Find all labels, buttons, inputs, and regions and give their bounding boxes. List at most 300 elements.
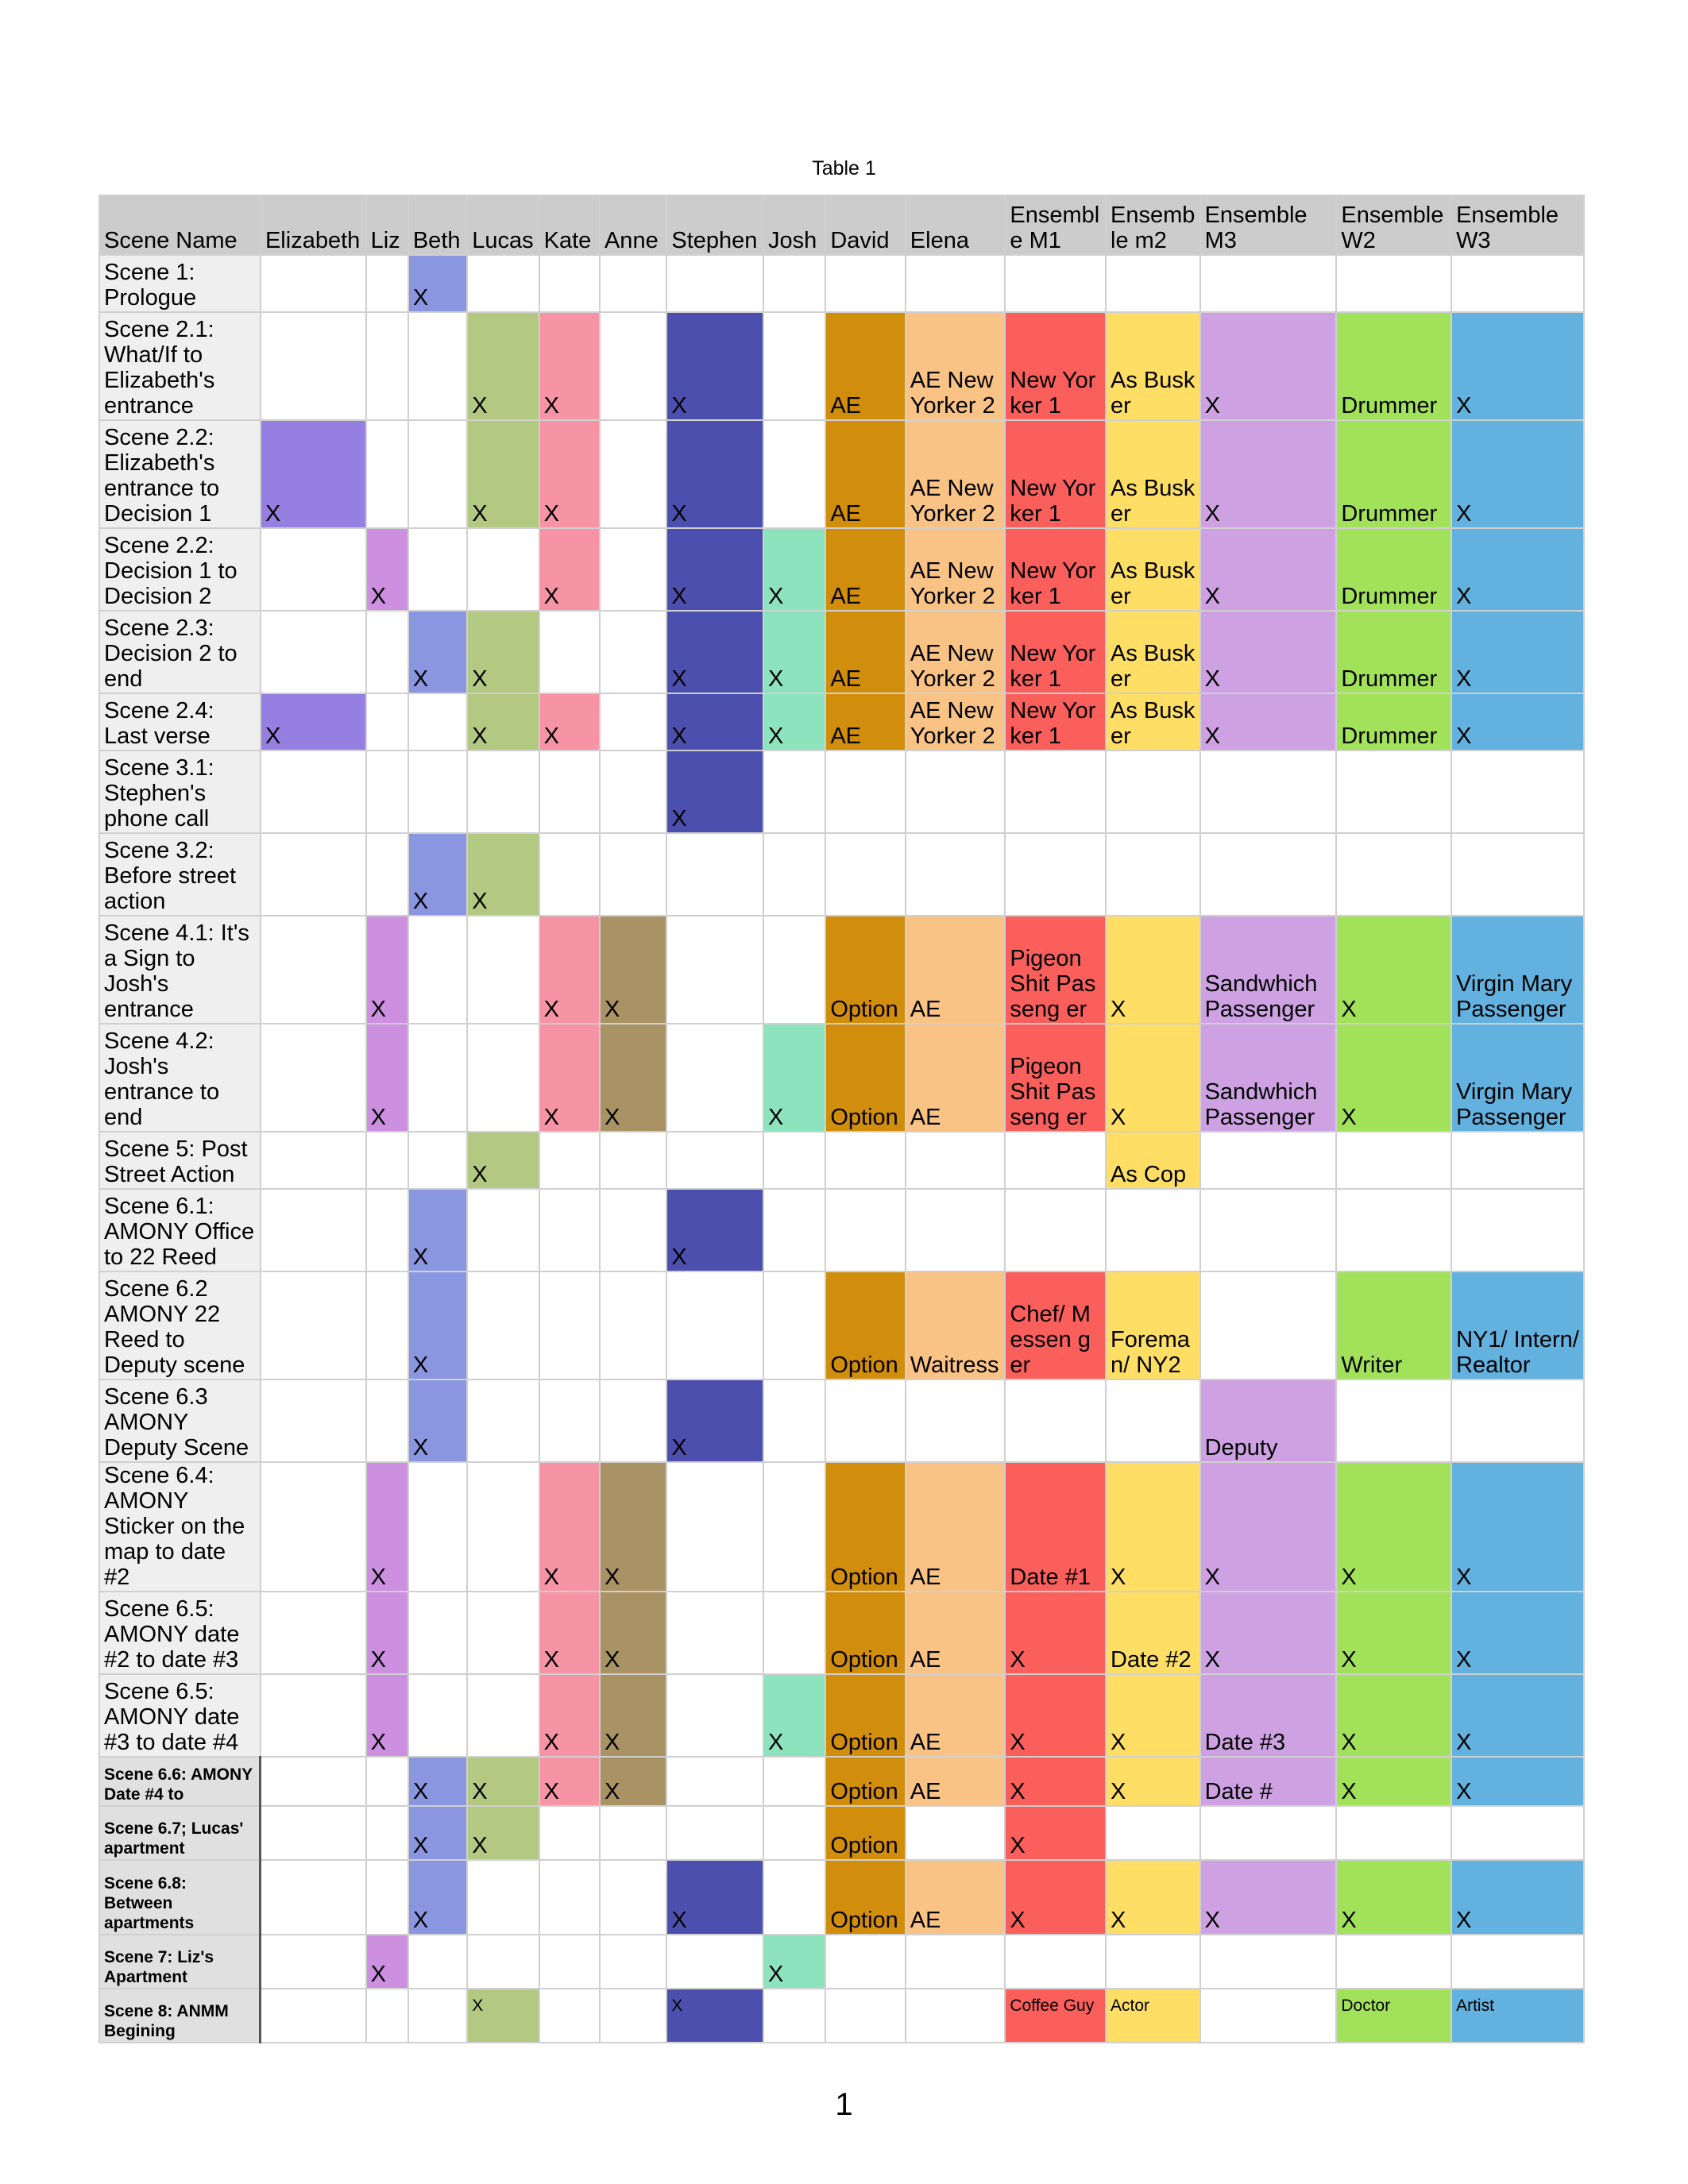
- role-cell: [763, 1379, 825, 1462]
- role-cell: [1106, 255, 1200, 312]
- role-cell: [1200, 833, 1337, 916]
- role-cell: [366, 1271, 408, 1379]
- role-cell: [261, 1592, 366, 1674]
- role-cell: [261, 1806, 366, 1860]
- role-cell: [1200, 255, 1337, 312]
- role-cell: Pigeon Shit Passeng er: [1005, 916, 1106, 1024]
- role-cell: [1200, 1989, 1337, 2043]
- role-cell: X: [1451, 420, 1584, 528]
- role-cell: X: [1106, 1860, 1200, 1935]
- role-cell: [467, 528, 539, 611]
- role-cell: X: [261, 420, 366, 528]
- role-cell: X: [1200, 611, 1337, 693]
- role-cell: [366, 833, 408, 916]
- role-cell: [539, 751, 600, 833]
- role-cell: New Yorker 1: [1005, 528, 1106, 611]
- role-cell: New Yorker 1: [1005, 420, 1106, 528]
- role-cell: Chef/ Messen ger: [1005, 1271, 1106, 1379]
- role-cell: X: [467, 1757, 539, 1806]
- role-cell: [906, 751, 1006, 833]
- role-cell: Option: [825, 916, 905, 1024]
- role-cell: [261, 528, 366, 611]
- role-cell: [366, 1757, 408, 1806]
- role-cell: [666, 916, 763, 1024]
- role-cell: X: [763, 1674, 825, 1757]
- role-cell: [467, 1379, 539, 1462]
- role-cell: X: [408, 1271, 467, 1379]
- role-cell: X: [467, 312, 539, 420]
- column-header: Elena: [906, 195, 1006, 255]
- role-cell: [600, 1989, 666, 2043]
- scene-name-cell: Scene 3.1: Stephen's phone call: [99, 751, 261, 833]
- role-cell: X: [666, 1989, 763, 2043]
- role-cell: X: [1106, 1674, 1200, 1757]
- role-cell: [1451, 833, 1584, 916]
- role-cell: [1005, 751, 1106, 833]
- role-cell: [539, 611, 600, 693]
- role-cell: X: [408, 833, 467, 916]
- scene-name-cell: Scene 4.1: It's a Sign to Josh's entrance: [99, 916, 261, 1024]
- role-cell: [763, 1806, 825, 1860]
- role-cell: [261, 1271, 366, 1379]
- table-row: [99, 1462, 1584, 1592]
- role-cell: [763, 833, 825, 916]
- role-cell: [261, 1935, 366, 1989]
- role-cell: [467, 916, 539, 1024]
- role-cell: X: [467, 1132, 539, 1189]
- role-cell: X: [1336, 916, 1451, 1024]
- role-cell: As Cop: [1106, 1132, 1200, 1189]
- role-cell: [467, 1024, 539, 1132]
- role-cell: X: [1451, 1860, 1584, 1935]
- role-cell: X: [539, 312, 600, 420]
- role-cell: [1336, 833, 1451, 916]
- role-cell: [763, 420, 825, 528]
- role-cell: Deputy: [1200, 1379, 1337, 1462]
- header-row: [99, 195, 1584, 255]
- role-cell: X: [539, 1462, 600, 1592]
- role-cell: [1336, 1806, 1451, 1860]
- role-cell: [600, 1189, 666, 1271]
- role-cell: [408, 1989, 467, 2043]
- table-row: [99, 1757, 1584, 1806]
- table-row: [99, 255, 1584, 312]
- column-header: Anne: [600, 195, 666, 255]
- scene-name-cell: Scene 6.5: AMONY date #3 to date #4: [99, 1674, 261, 1757]
- role-cell: X: [366, 528, 408, 611]
- table-row: [99, 1989, 1584, 2043]
- column-header: Lucas: [467, 195, 539, 255]
- role-cell: [539, 1379, 600, 1462]
- role-cell: Writer: [1336, 1271, 1451, 1379]
- role-cell: [825, 1935, 905, 1989]
- role-cell: AE: [825, 312, 905, 420]
- role-cell: AE: [906, 1860, 1006, 1935]
- role-cell: [539, 1189, 600, 1271]
- role-cell: X: [408, 611, 467, 693]
- role-cell: X: [1005, 1592, 1106, 1674]
- role-cell: [261, 1989, 366, 2043]
- role-cell: [467, 1462, 539, 1592]
- role-cell: [763, 255, 825, 312]
- role-cell: [666, 1271, 763, 1379]
- role-cell: [666, 255, 763, 312]
- role-cell: As Busker: [1106, 420, 1200, 528]
- role-cell: Drummer: [1336, 528, 1451, 611]
- role-cell: [825, 1189, 905, 1271]
- role-cell: X: [666, 528, 763, 611]
- role-cell: [261, 611, 366, 693]
- role-cell: AE: [825, 611, 905, 693]
- role-cell: [1106, 1806, 1200, 1860]
- role-cell: [1200, 751, 1337, 833]
- role-cell: X: [1451, 1462, 1584, 1592]
- scene-name-cell: Scene 2.2: Elizabeth's entrance to Decision 1: [99, 420, 261, 528]
- role-cell: Virgin Mary Passenger: [1451, 1024, 1584, 1132]
- role-cell: X: [666, 312, 763, 420]
- role-cell: X: [1451, 611, 1584, 693]
- role-cell: X: [408, 1379, 467, 1462]
- role-cell: AE: [906, 1024, 1006, 1132]
- role-cell: X: [666, 420, 763, 528]
- role-cell: X: [467, 833, 539, 916]
- scene-name-cell: Scene 6.8: Between apartments: [99, 1860, 261, 1935]
- table-row: [99, 1674, 1584, 1757]
- role-cell: As Busker: [1106, 693, 1200, 751]
- role-cell: AE New Yorker 2: [906, 528, 1006, 611]
- role-cell: [366, 1132, 408, 1189]
- scene-name-cell: Scene 6.3 AMONY Deputy Scene: [99, 1379, 261, 1462]
- role-cell: [366, 1379, 408, 1462]
- role-cell: X: [1451, 693, 1584, 751]
- role-cell: Actor: [1106, 1989, 1200, 2043]
- column-header: Ensemble M3: [1200, 195, 1337, 255]
- role-cell: [539, 833, 600, 916]
- role-cell: X: [1106, 1024, 1200, 1132]
- role-cell: [666, 1462, 763, 1592]
- role-cell: X: [1336, 1592, 1451, 1674]
- role-cell: [366, 255, 408, 312]
- scene-name-cell: Scene 6.7; Lucas' apartment: [99, 1806, 261, 1860]
- role-cell: As Busker: [1106, 312, 1200, 420]
- role-cell: [600, 255, 666, 312]
- table-row: [99, 1860, 1584, 1935]
- table-row: [99, 1132, 1584, 1189]
- role-cell: [600, 693, 666, 751]
- role-cell: Option: [825, 1674, 905, 1757]
- role-cell: X: [600, 1674, 666, 1757]
- role-cell: [1451, 1189, 1584, 1271]
- role-cell: [261, 1132, 366, 1189]
- role-cell: X: [1200, 420, 1337, 528]
- role-cell: [1005, 833, 1106, 916]
- role-cell: X: [666, 693, 763, 751]
- table-caption: Table 1: [812, 157, 876, 179]
- role-cell: [1005, 1189, 1106, 1271]
- role-cell: Date #: [1200, 1757, 1337, 1806]
- role-cell: [906, 1935, 1006, 1989]
- role-cell: [1451, 255, 1584, 312]
- role-cell: X: [763, 611, 825, 693]
- role-cell: [261, 312, 366, 420]
- role-cell: [600, 420, 666, 528]
- role-cell: X: [1106, 916, 1200, 1024]
- role-cell: [1451, 1935, 1584, 1989]
- role-cell: [1106, 1935, 1200, 1989]
- role-cell: [1106, 1379, 1200, 1462]
- table-row: [99, 528, 1584, 611]
- role-cell: [1005, 1379, 1106, 1462]
- role-cell: Date #3: [1200, 1674, 1337, 1757]
- table-row: [99, 312, 1584, 420]
- role-cell: Sandwhich Passenger: [1200, 1024, 1337, 1132]
- table-row: [99, 1379, 1584, 1462]
- role-cell: [539, 1132, 600, 1189]
- role-cell: AE New Yorker 2: [906, 312, 1006, 420]
- role-cell: [763, 1462, 825, 1592]
- role-cell: Pigeon Shit Passeng er: [1005, 1024, 1106, 1132]
- role-cell: [261, 1757, 366, 1806]
- scene-name-cell: Scene 4.2: Josh's entrance to end: [99, 1024, 261, 1132]
- role-cell: [600, 312, 666, 420]
- role-cell: [906, 1989, 1006, 2043]
- role-cell: [1200, 1189, 1337, 1271]
- scene-name-cell: Scene 2.3: Decision 2 to end: [99, 611, 261, 693]
- role-cell: AE: [906, 1757, 1006, 1806]
- role-cell: [366, 420, 408, 528]
- role-cell: [600, 1379, 666, 1462]
- role-cell: Drummer: [1336, 611, 1451, 693]
- role-cell: [408, 751, 467, 833]
- role-cell: X: [1336, 1860, 1451, 1935]
- page-number: 1: [835, 2087, 853, 2122]
- role-cell: X: [1451, 528, 1584, 611]
- role-cell: AE: [906, 916, 1006, 1024]
- role-cell: X: [539, 693, 600, 751]
- role-cell: Doctor: [1336, 1989, 1451, 2043]
- role-cell: Option: [825, 1024, 905, 1132]
- table-row: [99, 611, 1584, 693]
- role-cell: X: [1451, 312, 1584, 420]
- role-cell: As Busker: [1106, 611, 1200, 693]
- role-cell: X: [1200, 1592, 1337, 1674]
- role-cell: [600, 1860, 666, 1935]
- scene-name-cell: Scene 6.6: AMONY Date #4 to: [99, 1757, 261, 1806]
- role-cell: X: [366, 1674, 408, 1757]
- role-cell: [408, 420, 467, 528]
- role-cell: X: [1336, 1024, 1451, 1132]
- role-cell: AE New Yorker 2: [906, 611, 1006, 693]
- table-row: [99, 916, 1584, 1024]
- role-cell: X: [366, 916, 408, 1024]
- role-cell: [467, 1592, 539, 1674]
- role-cell: [1451, 1132, 1584, 1189]
- role-cell: [467, 1860, 539, 1935]
- column-header: Ensemb le m2: [1106, 195, 1200, 255]
- role-cell: X: [1005, 1860, 1106, 1935]
- role-cell: [408, 312, 467, 420]
- role-cell: [666, 1024, 763, 1132]
- role-cell: [906, 1379, 1006, 1462]
- role-cell: [1106, 833, 1200, 916]
- role-cell: [1200, 1132, 1337, 1189]
- role-cell: New Yorker 1: [1005, 611, 1106, 693]
- scene-name-cell: Scene 7: Liz's Apartment: [99, 1935, 261, 1989]
- role-cell: [763, 1757, 825, 1806]
- role-cell: X: [408, 1757, 467, 1806]
- role-cell: [467, 751, 539, 833]
- role-cell: [763, 1132, 825, 1189]
- role-cell: X: [539, 420, 600, 528]
- role-cell: X: [261, 693, 366, 751]
- role-cell: [600, 1271, 666, 1379]
- role-cell: X: [1200, 1462, 1337, 1592]
- role-cell: Option: [825, 1860, 905, 1935]
- role-cell: [1200, 1271, 1337, 1379]
- role-cell: [261, 255, 366, 312]
- table-row: [99, 1271, 1584, 1379]
- role-cell: [366, 751, 408, 833]
- role-cell: [408, 1132, 467, 1189]
- column-header: Stephen: [666, 195, 763, 255]
- role-cell: [408, 1462, 467, 1592]
- role-cell: Forema n/ NY2: [1106, 1271, 1200, 1379]
- role-cell: AE New Yorker 2: [906, 420, 1006, 528]
- role-cell: [666, 833, 763, 916]
- role-cell: X: [1336, 1757, 1451, 1806]
- column-header: Beth: [408, 195, 467, 255]
- role-cell: [261, 833, 366, 916]
- role-cell: X: [763, 1024, 825, 1132]
- role-cell: [1336, 751, 1451, 833]
- role-cell: New Yorker 1: [1005, 312, 1106, 420]
- role-cell: [366, 693, 408, 751]
- casting-table: [98, 195, 1585, 2043]
- role-cell: [539, 1806, 600, 1860]
- role-cell: X: [1005, 1806, 1106, 1860]
- role-cell: [1451, 1806, 1584, 1860]
- role-cell: [366, 1189, 408, 1271]
- role-cell: [906, 1189, 1006, 1271]
- role-cell: X: [539, 1024, 600, 1132]
- role-cell: X: [666, 1189, 763, 1271]
- role-cell: [1451, 1379, 1584, 1462]
- role-cell: [1336, 1132, 1451, 1189]
- role-cell: X: [366, 1935, 408, 1989]
- role-cell: X: [366, 1592, 408, 1674]
- role-cell: [467, 255, 539, 312]
- scene-name-cell: Scene 6.2 AMONY 22 Reed to Deputy scene: [99, 1271, 261, 1379]
- role-cell: AE: [825, 693, 905, 751]
- role-cell: [539, 1989, 600, 2043]
- role-cell: [408, 1935, 467, 1989]
- role-cell: X: [600, 1024, 666, 1132]
- role-cell: [666, 1935, 763, 1989]
- role-cell: X: [539, 1674, 600, 1757]
- role-cell: Option: [825, 1806, 905, 1860]
- role-cell: [467, 1271, 539, 1379]
- role-cell: [666, 1757, 763, 1806]
- role-cell: [261, 1462, 366, 1592]
- role-cell: X: [763, 528, 825, 611]
- role-cell: [261, 751, 366, 833]
- role-cell: [906, 1132, 1006, 1189]
- role-cell: X: [1200, 1860, 1337, 1935]
- role-cell: [763, 1189, 825, 1271]
- role-cell: [366, 611, 408, 693]
- role-cell: [763, 1989, 825, 2043]
- role-cell: [763, 1592, 825, 1674]
- role-cell: AE New Yorker 2: [906, 693, 1006, 751]
- role-cell: AE: [825, 420, 905, 528]
- role-cell: As Busker: [1106, 528, 1200, 611]
- role-cell: [825, 1132, 905, 1189]
- table-row: [99, 833, 1584, 916]
- role-cell: X: [666, 611, 763, 693]
- role-cell: [825, 751, 905, 833]
- role-cell: [366, 1860, 408, 1935]
- role-cell: [600, 1132, 666, 1189]
- role-cell: X: [600, 916, 666, 1024]
- role-cell: [1200, 1935, 1337, 1989]
- role-cell: [408, 916, 467, 1024]
- role-cell: [539, 1271, 600, 1379]
- role-cell: X: [467, 1806, 539, 1860]
- role-cell: Waitress: [906, 1271, 1006, 1379]
- scene-name-cell: Scene 2.1: What/If to Elizabeth's entrance: [99, 312, 261, 420]
- role-cell: [825, 833, 905, 916]
- role-cell: X: [763, 1935, 825, 1989]
- role-cell: [1005, 1132, 1106, 1189]
- scene-name-cell: Scene 3.2: Before street action: [99, 833, 261, 916]
- role-cell: AE: [906, 1592, 1006, 1674]
- role-cell: X: [600, 1592, 666, 1674]
- role-cell: AE: [825, 528, 905, 611]
- scene-name-cell: Scene 2.2: Decision 1 to Decision 2: [99, 528, 261, 611]
- role-cell: [763, 1271, 825, 1379]
- role-cell: [1451, 751, 1584, 833]
- role-cell: X: [1106, 1462, 1200, 1592]
- role-cell: [261, 1860, 366, 1935]
- role-cell: X: [408, 1806, 467, 1860]
- role-cell: X: [467, 420, 539, 528]
- role-cell: [600, 611, 666, 693]
- role-cell: X: [467, 611, 539, 693]
- role-cell: [666, 1592, 763, 1674]
- role-cell: [600, 833, 666, 916]
- role-cell: X: [763, 693, 825, 751]
- role-cell: Date #2: [1106, 1592, 1200, 1674]
- column-header: Kate: [539, 195, 600, 255]
- scene-name-cell: Scene 6.1: AMONY Office to 22 Reed: [99, 1189, 261, 1271]
- column-header: Scene Name: [99, 195, 261, 255]
- role-cell: [1106, 751, 1200, 833]
- role-cell: X: [1200, 312, 1337, 420]
- role-cell: [467, 1674, 539, 1757]
- table-row: [99, 1935, 1584, 1989]
- table-row: [99, 751, 1584, 833]
- role-cell: [408, 1024, 467, 1132]
- role-cell: [906, 833, 1006, 916]
- role-cell: [763, 751, 825, 833]
- role-cell: Coffee Guy: [1005, 1989, 1106, 2043]
- column-header: Ensemble W2: [1336, 195, 1451, 255]
- role-cell: [666, 1132, 763, 1189]
- role-cell: [906, 1806, 1006, 1860]
- role-cell: [763, 312, 825, 420]
- role-cell: X: [1336, 1462, 1451, 1592]
- role-cell: Option: [825, 1271, 905, 1379]
